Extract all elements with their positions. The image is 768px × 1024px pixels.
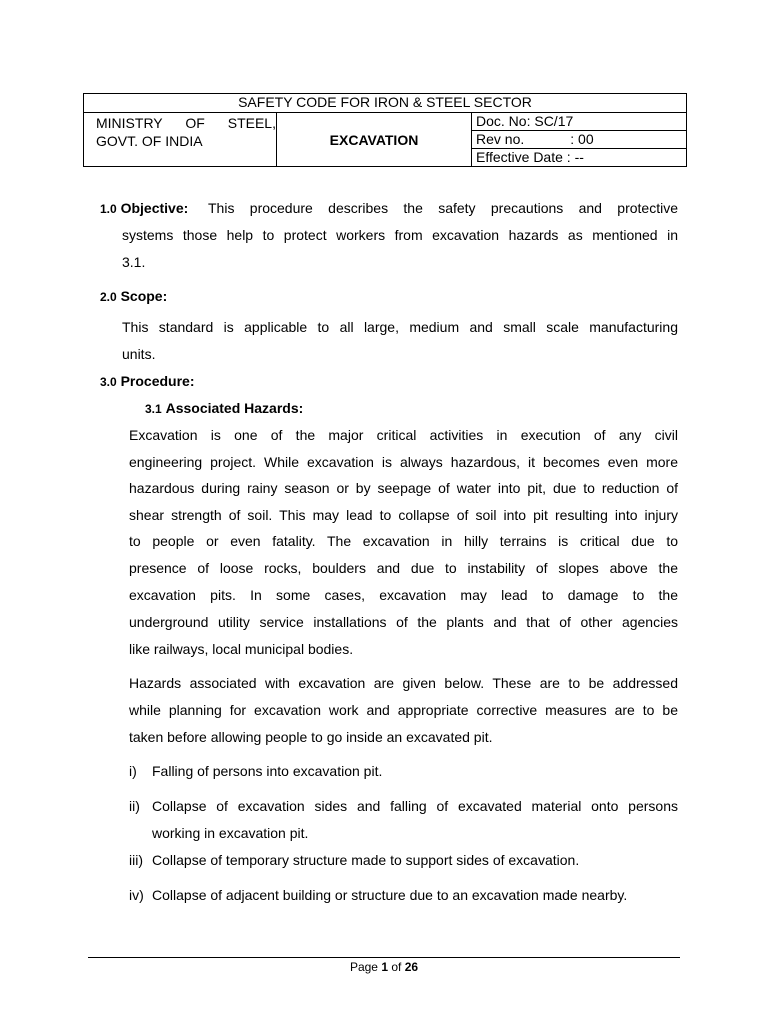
section-heading: Procedure: [120, 373, 195, 389]
body-line: 3.1. [122, 254, 146, 270]
footer-divider [88, 957, 680, 958]
section-number: 2.0 [100, 290, 117, 304]
page-current: 1 [381, 960, 388, 974]
document-header-table [83, 93, 687, 167]
rev-label: Rev no. [476, 131, 525, 147]
section-2-heading-line [100, 287, 167, 306]
list-item: Collapse of excavation sides and falling of excavated material onto persons [152, 798, 678, 814]
list-item: Collapse of temporary structure made to support sides of excavation. [152, 852, 580, 868]
body-line: This procedure describes the safety precautions and protective [208, 200, 678, 216]
body-line: underground utility service installations of the plants and that of other agencies [129, 614, 678, 630]
list-marker: ii) [129, 798, 140, 814]
revision [472, 131, 686, 149]
page-total: 26 [404, 960, 419, 974]
org-line-2: GOVT. OF INDIA [96, 133, 203, 149]
body-line: engineering project. While excavation is always hazardous, it becomes even more [129, 454, 678, 470]
body-line: excavation pits. In some cases, excavation may lead to damage to the [129, 587, 678, 603]
list-marker: iii) [129, 852, 143, 868]
body-line: Hazards associated with excavation are given below. These are to be addressed [129, 675, 678, 691]
list-item-continuation: working in excavation pit. [152, 825, 309, 841]
subsection-3-1-heading-line [145, 399, 303, 418]
header-doc-info [472, 113, 687, 167]
header-doc-title: EXCAVATION [277, 113, 472, 167]
body-line: This standard is applicable to all large, medium and small scale manufacturing [122, 319, 678, 335]
body-line: hazardous during rainy season or by seepage of water into pit, due to reduction of [129, 480, 678, 496]
rev-value: : 00 [570, 131, 594, 147]
body-line: shear strength of soil. This may lead to collapse of soil into pit resulting into injury [129, 507, 678, 523]
body-line: systems those help to protect workers from excavation hazards as mentioned in [122, 227, 678, 243]
body-line: taken before allowing people to go inside an excavated pit. [129, 729, 493, 745]
list-marker: i) [129, 763, 137, 779]
page-footer [0, 959, 768, 975]
page-of: of [391, 960, 402, 974]
doc-number: Doc. No: SC/17 [472, 113, 686, 131]
header-title: SAFETY CODE FOR IRON & STEEL SECTOR [84, 94, 687, 113]
page-label: Page [349, 960, 378, 974]
body-line: to people or even fatality. The excavation in hilly terrains is critical due to [129, 533, 678, 549]
effective-date: Effective Date : -- [476, 149, 584, 165]
body-line: like railways, local municipal bodies. [129, 641, 354, 657]
section-heading: Objective: [120, 200, 189, 216]
org-line-1: MINISTRY OF STEEL, [96, 115, 276, 131]
body-line: presence of loose rocks, boulders and due to instability of slopes above the [129, 560, 678, 576]
list-marker: iv) [129, 887, 144, 903]
body-line: units. [122, 346, 156, 362]
body-line: Excavation is one of the major critical activities in execution of any civil [129, 427, 678, 443]
section-number: 1.0 [100, 202, 117, 216]
section-3-heading-line [100, 372, 195, 391]
list-item: Falling of persons into excavation pit. [152, 763, 383, 779]
subsection-number: 3.1 [145, 402, 162, 416]
list-item: Collapse of adjacent building or structure due to an excavation made nearby. [152, 887, 628, 903]
section-number: 3.0 [100, 375, 117, 389]
header-organization [84, 113, 277, 167]
section-heading: Scope: [120, 288, 168, 304]
body-line: while planning for excavation work and appropriate corrective measures are to be [129, 702, 678, 718]
subsection-heading: Associated Hazards: [165, 400, 304, 416]
